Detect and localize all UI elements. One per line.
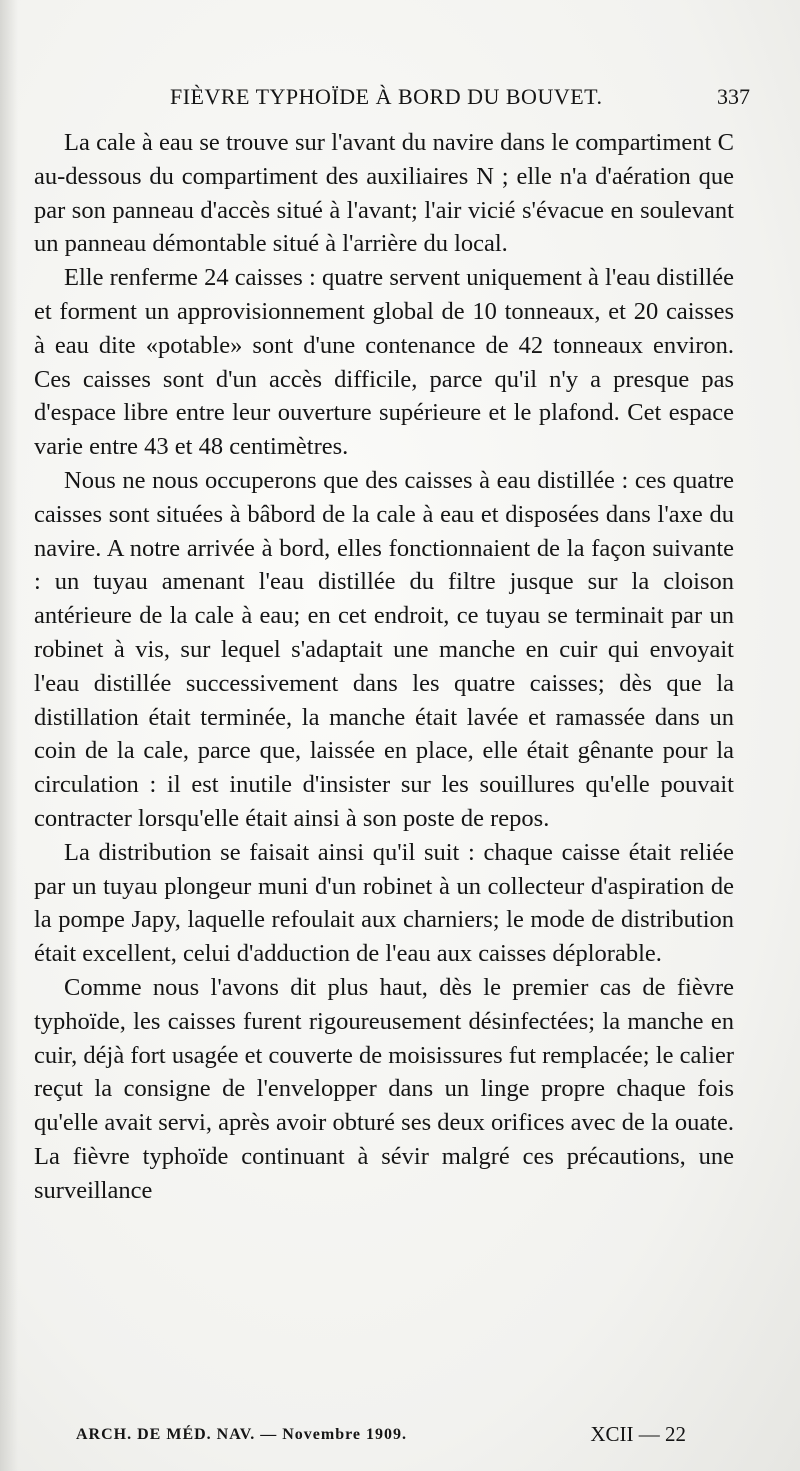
paragraph: Nous ne nous occuperons que des caisses à eau distillée : ces quatre caisses sont situées à bâbord de la cale à eau et disposées dans l'axe du navire. A notre arrivée à bord, elles fonctionnaient de la façon suivante : un tuyau amenant l'eau distillée du filtre jusque sur la cloison antérieure de la cale à eau; en cet endroit, ce tuyau se terminait par un robinet à vis, sur lequel s'adaptait une manche en cuir qui envoyait l'eau distillée successivement dans les quatre caisses; dès que la distillation était terminée, la manche était lavée et ramassée dans un coin de la cale, parce que, laissée en place, elle était gênante pour la circulation : il est inutile d'insister sur les souillures qu'elle pouvait contracter lorsqu'elle était ainsi à son poste de repos. (34, 466, 734, 832)
paragraph: La distribution se faisait ainsi qu'il suit : chaque caisse était reliée par un tuyau plongeur muni d'un robinet à un collecteur d'aspiration de la pompe Japy, laquelle refoulait aux charniers; le mode de distribution était excellent, celui d'adduction de l'eau aux caisses déplorable. (34, 838, 734, 968)
scan-edge-shadow (0, 0, 18, 1471)
paragraph: Comme nous l'avons dit plus haut, dès le premier cas de fièvre typhoïde, les caisses furent rigoureusement désinfectées; la manche en cuir, déjà fort usagée et couverte de moisissures fut remplacée; le calier reçut la consigne de l'envelopper dans un linge propre chaque fois qu'elle avait servi, après avoir obturé ses deux orifices avec de la ouate. La fièvre typhoïde continuant à sévir malgré ces précautions, une surveillance (34, 973, 734, 1204)
journal-reference: ARCH. DE MÉD. NAV. — Novembre 1909. (76, 1426, 407, 1443)
page-footer (76, 1420, 686, 1456)
signature-mark: XCII — 22 (590, 1422, 686, 1446)
page-header (60, 80, 750, 114)
body-text (34, 126, 734, 1208)
paragraph: La cale à eau se trouve sur l'avant du navire dans le compartiment C au-dessous du compartiment des auxiliaires N ; elle n'a d'aération que par son panneau d'accès situé à l'avant; l'air vicié s'évacue en soulevant un panneau démontable situé à l'arrière du local. (34, 129, 734, 258)
paragraph: Elle renferme 24 caisses : quatre servent uniquement à l'eau distillée et forment un approvisionnement global de 10 tonneaux, et 20 caisses à eau dite «potable» sont d'une contenance de 42 tonneaux environ. Ces caisses sont d'un accès difficile, parce qu'il n'y a presque pas d'espace libre entre leur ouverture supérieure et le plafond. Cet espace varie entre 43 et 48 centimètres. (34, 264, 734, 461)
page-number: 337 (717, 84, 750, 109)
running-head: FIÈVRE TYPHOÏDE À BORD DU BOUVET. (170, 84, 603, 109)
